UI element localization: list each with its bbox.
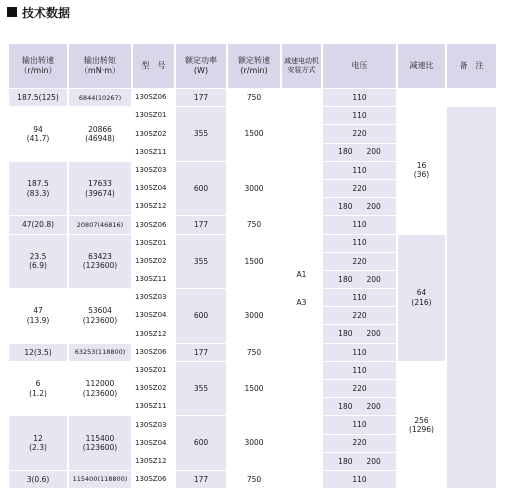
model-cell bbox=[132, 234, 175, 252]
voltage-value-b: 200 bbox=[366, 402, 381, 412]
model-value: 130SZ04 bbox=[135, 438, 167, 447]
table-row bbox=[9, 89, 496, 107]
model-value: 130SZ11 bbox=[135, 275, 167, 284]
rated-speed-cell bbox=[227, 289, 281, 344]
voltage-value: 220 bbox=[352, 438, 367, 448]
power-cell bbox=[175, 343, 227, 361]
torque-cell bbox=[68, 161, 132, 216]
model-cell bbox=[132, 179, 175, 197]
speed-value: 47(20.8) bbox=[21, 220, 55, 230]
ratio-value: 256 bbox=[414, 415, 429, 425]
torque-value-alt: (123600) bbox=[82, 443, 118, 453]
model-cell bbox=[132, 325, 175, 343]
model-cell bbox=[132, 470, 175, 488]
voltage-value-b: 200 bbox=[366, 147, 381, 157]
voltage-cell bbox=[322, 361, 397, 379]
torque-value: 20807(46816) bbox=[76, 220, 124, 229]
power-cell bbox=[175, 107, 227, 162]
voltage-value: 220 bbox=[352, 311, 367, 321]
model-cell bbox=[132, 434, 175, 452]
voltage-cell bbox=[322, 270, 397, 288]
ratio-cell bbox=[397, 361, 446, 488]
model-value: 130SZ06 bbox=[135, 93, 167, 102]
power-value: 177 bbox=[193, 474, 209, 484]
section-title bbox=[7, 4, 70, 20]
torque-cell bbox=[68, 234, 132, 289]
rated-speed-cell bbox=[227, 416, 281, 471]
voltage-value: 220 bbox=[352, 183, 367, 193]
power-value: 355 bbox=[193, 129, 209, 139]
model-cell bbox=[132, 216, 175, 234]
ratio-value-alt: (1296) bbox=[409, 424, 434, 434]
speed-cell bbox=[9, 470, 68, 488]
voltage-value: 110 bbox=[352, 474, 367, 484]
speed-value: 47 bbox=[33, 306, 43, 316]
speed-cell bbox=[9, 107, 68, 162]
model-cell bbox=[132, 398, 175, 416]
voltage-value-b: 200 bbox=[366, 456, 381, 466]
power-value: 177 bbox=[193, 220, 209, 230]
model-value: 130SZ01 bbox=[135, 238, 167, 247]
speed-value-alt: (83.3) bbox=[26, 188, 50, 198]
model-cell bbox=[132, 143, 175, 161]
speed-cell bbox=[9, 216, 68, 234]
voltage-value-a: 180 bbox=[338, 147, 353, 157]
voltage-cell bbox=[322, 452, 397, 470]
rated-speed-cell bbox=[227, 234, 281, 289]
spec-table bbox=[9, 44, 496, 488]
rated-speed-cell bbox=[227, 470, 281, 488]
torque-value-alt: (123600) bbox=[82, 315, 118, 325]
voltage-value: 110 bbox=[352, 238, 367, 248]
header-mount: 减速电动机安装方式 bbox=[281, 44, 322, 89]
voltage-value: 220 bbox=[352, 256, 367, 266]
voltage-cell bbox=[322, 125, 397, 143]
power-cell bbox=[175, 416, 227, 471]
torque-value: 112000 bbox=[85, 379, 115, 389]
voltage-cell bbox=[322, 307, 397, 325]
torque-value-alt: (123600) bbox=[82, 388, 118, 398]
torque-cell bbox=[68, 107, 132, 162]
power-cell bbox=[175, 361, 227, 416]
rated-speed-cell bbox=[227, 107, 281, 162]
power-cell bbox=[175, 89, 227, 107]
rated-speed-value: 750 bbox=[246, 220, 262, 230]
voltage-value-b: 200 bbox=[366, 274, 381, 284]
ratio-cell bbox=[397, 234, 446, 361]
speed-value: 187.5 bbox=[27, 179, 49, 189]
remark-cell bbox=[446, 107, 496, 488]
power-cell bbox=[175, 470, 227, 488]
header-voltage: 电压 bbox=[322, 44, 397, 89]
voltage-cell bbox=[322, 107, 397, 125]
ratio-cell bbox=[397, 89, 446, 107]
table-row bbox=[9, 234, 496, 252]
model-value: 130SZ02 bbox=[135, 129, 167, 138]
voltage-cell bbox=[322, 380, 397, 398]
rated-speed-value: 750 bbox=[246, 347, 262, 357]
voltage-cell bbox=[322, 470, 397, 488]
model-cell bbox=[132, 89, 175, 107]
speed-cell bbox=[9, 289, 68, 344]
power-cell bbox=[175, 161, 227, 216]
speed-value: 12 bbox=[33, 433, 43, 443]
model-value: 130SZ06 bbox=[135, 347, 167, 356]
power-cell bbox=[175, 216, 227, 234]
speed-value: 3(0.6) bbox=[26, 474, 50, 484]
voltage-cell bbox=[322, 398, 397, 416]
torque-value: 53604 bbox=[88, 306, 112, 316]
voltage-value-b: 200 bbox=[366, 202, 381, 212]
voltage-value: 110 bbox=[352, 420, 367, 430]
header-model: 型 号 bbox=[132, 44, 175, 89]
model-value: 130SZ06 bbox=[135, 475, 167, 484]
voltage-value: 110 bbox=[352, 365, 367, 375]
voltage-value-a: 180 bbox=[338, 456, 353, 466]
model-cell bbox=[132, 343, 175, 361]
model-value: 130SZ01 bbox=[135, 111, 167, 120]
model-value: 130SZ12 bbox=[135, 202, 167, 211]
header-output-speed: 输出转速 （r/min） bbox=[9, 44, 68, 89]
speed-value: 187.5(125) bbox=[17, 92, 59, 102]
torque-value: 115400 bbox=[85, 433, 115, 443]
rated-speed-value: 3000 bbox=[244, 438, 264, 448]
model-value: 130SZ12 bbox=[135, 456, 167, 465]
speed-cell bbox=[9, 161, 68, 216]
model-cell bbox=[132, 107, 175, 125]
voltage-value: 220 bbox=[352, 383, 367, 393]
table-row bbox=[9, 361, 496, 379]
mount-cell bbox=[281, 89, 322, 489]
model-value: 130SZ03 bbox=[135, 420, 167, 429]
voltage-value: 110 bbox=[352, 92, 367, 102]
model-value: 130SZ11 bbox=[135, 147, 167, 156]
voltage-cell bbox=[322, 161, 397, 179]
rated-speed-value: 3000 bbox=[244, 311, 264, 321]
header-output-torque: 输出转矩 （mN·m） bbox=[68, 44, 132, 89]
voltage-cell bbox=[322, 198, 397, 216]
torque-value: 63253(118800) bbox=[74, 348, 126, 357]
ratio-value-alt: (36) bbox=[413, 170, 430, 180]
voltage-value: 110 bbox=[352, 111, 367, 121]
ratio-value: 16 bbox=[416, 160, 427, 170]
model-cell bbox=[132, 198, 175, 216]
speed-value: 6 bbox=[35, 379, 41, 389]
voltage-value: 110 bbox=[352, 347, 367, 357]
torque-cell bbox=[68, 216, 132, 234]
speed-value-alt: (41.7) bbox=[26, 133, 50, 143]
voltage-value: 110 bbox=[352, 220, 367, 230]
rated-speed-value: 1500 bbox=[244, 383, 264, 393]
speed-value-alt: (6.9) bbox=[29, 261, 47, 271]
speed-cell bbox=[9, 416, 68, 471]
rated-speed-value: 3000 bbox=[244, 183, 264, 193]
power-value: 177 bbox=[193, 92, 209, 102]
torque-cell bbox=[68, 361, 132, 416]
voltage-cell bbox=[322, 89, 397, 107]
voltage-cell bbox=[322, 416, 397, 434]
torque-cell bbox=[68, 89, 132, 107]
model-value: 130SZ02 bbox=[135, 384, 167, 393]
torque-value: 20866 bbox=[88, 124, 112, 134]
power-value: 600 bbox=[193, 183, 209, 193]
torque-value-alt: (123600) bbox=[82, 261, 118, 271]
torque-cell bbox=[68, 470, 132, 488]
speed-value: 12(3.5) bbox=[24, 347, 52, 357]
model-cell bbox=[132, 252, 175, 270]
model-cell bbox=[132, 452, 175, 470]
speed-value-alt: (2.3) bbox=[29, 443, 47, 453]
model-value: 130SZ03 bbox=[135, 165, 167, 174]
model-value: 130SZ12 bbox=[135, 329, 167, 338]
power-cell bbox=[175, 289, 227, 344]
model-value: 130SZ01 bbox=[135, 366, 167, 375]
torque-value: 17633 bbox=[88, 179, 112, 189]
rated-speed-cell bbox=[227, 216, 281, 234]
voltage-cell bbox=[322, 289, 397, 307]
model-value: 130SZ03 bbox=[135, 293, 167, 302]
model-cell bbox=[132, 125, 175, 143]
torque-cell bbox=[68, 289, 132, 344]
speed-value-alt: (1.2) bbox=[29, 388, 47, 398]
voltage-value: 110 bbox=[352, 165, 367, 175]
voltage-cell bbox=[322, 216, 397, 234]
power-value: 355 bbox=[193, 383, 209, 393]
torque-value: 63423 bbox=[88, 251, 112, 261]
voltage-value-a: 180 bbox=[338, 402, 353, 412]
voltage-value: 220 bbox=[352, 129, 367, 139]
rated-speed-cell bbox=[227, 89, 281, 107]
rated-speed-cell bbox=[227, 343, 281, 361]
power-value: 355 bbox=[193, 256, 209, 266]
power-value: 600 bbox=[193, 438, 209, 448]
model-cell bbox=[132, 307, 175, 325]
rated-speed-value: 1500 bbox=[244, 129, 264, 139]
voltage-value-a: 180 bbox=[338, 329, 353, 339]
torque-value-alt: (46948) bbox=[85, 133, 115, 143]
model-cell bbox=[132, 361, 175, 379]
rated-speed-value: 1500 bbox=[244, 256, 264, 266]
square-bullet-icon bbox=[7, 7, 17, 17]
rated-speed-value: 750 bbox=[246, 474, 262, 484]
power-cell bbox=[175, 234, 227, 289]
torque-cell bbox=[68, 343, 132, 361]
voltage-value-a: 180 bbox=[338, 202, 353, 212]
torque-cell bbox=[68, 416, 132, 471]
voltage-cell bbox=[322, 325, 397, 343]
table-body bbox=[9, 89, 496, 489]
mount-value-a: A1 bbox=[296, 269, 307, 279]
voltage-value-b: 200 bbox=[366, 329, 381, 339]
ratio-cell bbox=[397, 107, 446, 234]
power-value: 600 bbox=[193, 311, 209, 321]
model-cell bbox=[132, 289, 175, 307]
voltage-cell bbox=[322, 234, 397, 252]
voltage-cell bbox=[322, 179, 397, 197]
speed-cell bbox=[9, 89, 68, 107]
header-ratio: 减速比 bbox=[397, 44, 446, 89]
voltage-value-a: 180 bbox=[338, 274, 353, 284]
voltage-cell bbox=[322, 143, 397, 161]
ratio-value: 64 bbox=[416, 288, 427, 298]
model-cell bbox=[132, 270, 175, 288]
section-title-text: 技术数据 bbox=[22, 5, 71, 20]
header-remark: 备 注 bbox=[446, 44, 496, 89]
voltage-cell bbox=[322, 343, 397, 361]
header-rated-speed: 额定转速 (r/min) bbox=[227, 44, 281, 89]
power-value: 177 bbox=[193, 347, 209, 357]
torque-value: 115400(118800) bbox=[72, 475, 128, 484]
rated-speed-value: 750 bbox=[246, 92, 262, 102]
model-cell bbox=[132, 416, 175, 434]
speed-cell bbox=[9, 234, 68, 289]
model-value: 130SZ02 bbox=[135, 256, 167, 265]
rated-speed-cell bbox=[227, 361, 281, 416]
voltage-cell bbox=[322, 252, 397, 270]
model-value: 130SZ11 bbox=[135, 402, 167, 411]
model-value: 130SZ04 bbox=[135, 311, 167, 320]
table-header bbox=[9, 44, 496, 89]
voltage-cell bbox=[322, 434, 397, 452]
model-cell bbox=[132, 161, 175, 179]
mount-value-b: A3 bbox=[296, 297, 307, 307]
remark-cell-top bbox=[446, 89, 496, 107]
speed-value-alt: (13.9) bbox=[26, 315, 50, 325]
speed-cell bbox=[9, 361, 68, 416]
rated-speed-cell bbox=[227, 161, 281, 216]
voltage-value: 110 bbox=[352, 292, 367, 302]
ratio-value-alt: (216) bbox=[411, 297, 432, 307]
model-cell bbox=[132, 380, 175, 398]
speed-value: 23.5 bbox=[29, 251, 47, 261]
speed-value: 94 bbox=[33, 124, 43, 134]
model-value: 130SZ04 bbox=[135, 184, 167, 193]
torque-value-alt: (39674) bbox=[85, 188, 115, 198]
torque-value: 6844(10267) bbox=[78, 93, 122, 102]
header-rated-power: 额定功率 (W) bbox=[175, 44, 227, 89]
speed-cell bbox=[9, 343, 68, 361]
model-value: 130SZ06 bbox=[135, 220, 167, 229]
table-row bbox=[9, 107, 496, 125]
